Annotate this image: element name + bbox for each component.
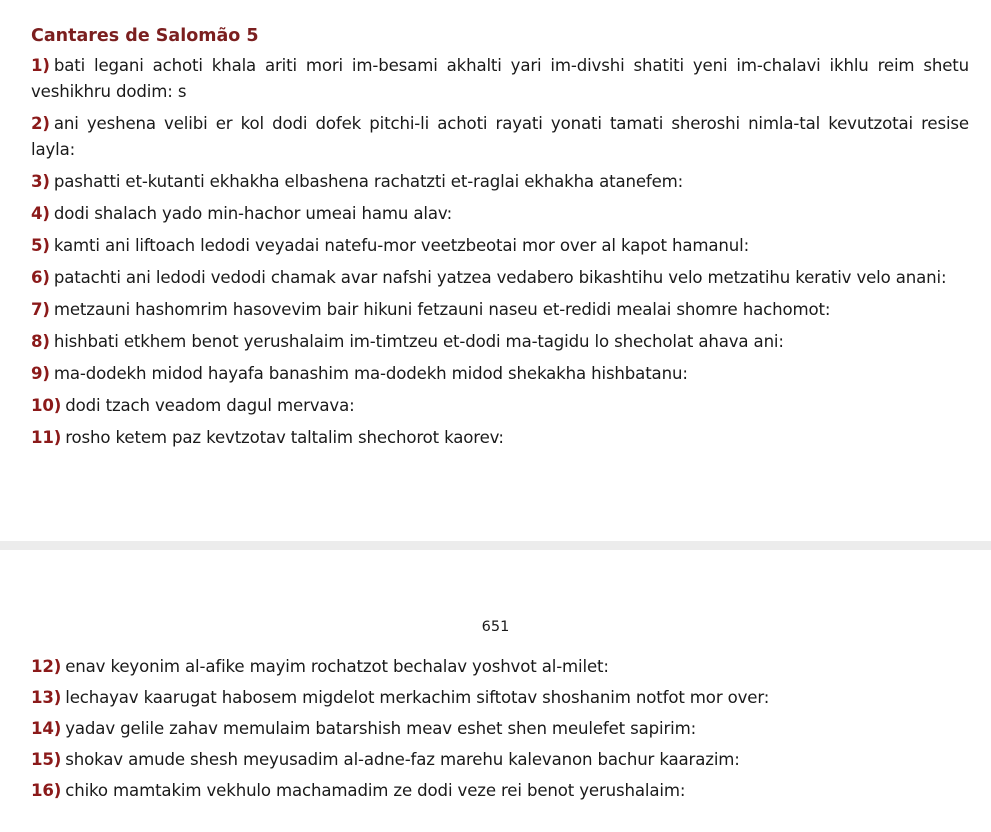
verse-number: 9): [31, 364, 50, 383]
verse-number: 1): [31, 56, 50, 75]
verse-number: 3): [31, 172, 50, 191]
verse-text: shokav amude shesh meyusadim al-adne-faz marehu kalevanon bachur kaarazim:: [65, 750, 740, 769]
verse-text: ani yeshena velibi er kol dodi dofek pitchi-li achoti rayati yonati tamati sheroshi nimla-tal kevutzotai resise layla:: [31, 114, 969, 159]
verse-number: 7): [31, 300, 50, 319]
verse-9: [31, 361, 969, 387]
verse-13: [31, 685, 969, 711]
verse-12: [31, 654, 969, 680]
verse-5: [31, 233, 969, 259]
verse-text: dodi shalach yado min-hachor umeai hamu alav:: [53, 204, 453, 223]
verse-text: yadav gelile zahav memulaim batarshish meav eshet shen meulefet sapirim:: [65, 719, 697, 738]
verse-number: 5): [31, 236, 50, 255]
verse-text: metzauni hashomrim hasovevim bair hikuni fetzauni naseu et-redidi mealai shomre hachomot:: [53, 300, 831, 319]
verse-text: lechayav kaarugat habosem migdelot merkachim siftotav shoshanim notfot mor over:: [65, 688, 770, 707]
verse-number: 14): [31, 719, 62, 738]
verse-number: 8): [31, 332, 50, 351]
verse-3: [31, 169, 969, 195]
verse-number: 2): [31, 114, 50, 133]
verse-text: ma-dodekh midod hayafa banashim ma-dodekh midod shekakha hishbatanu:: [53, 364, 688, 383]
page-bottom: [0, 550, 991, 832]
verse-number: 16): [31, 781, 62, 800]
verse-text: dodi tzach veadom dagul mervava:: [65, 396, 355, 415]
verse-11: [31, 425, 969, 451]
verse-7: [31, 297, 969, 323]
chapter-title: Cantares de Salomão 5: [31, 26, 259, 46]
verse-15: [31, 747, 969, 773]
verse-number: 15): [31, 750, 62, 769]
page-number: 651: [481, 619, 510, 635]
verse-16: [31, 778, 969, 804]
verse-text: pashatti et-kutanti ekhakha elbashena rachatzti et-raglai ekhakha atanefem:: [53, 172, 684, 191]
verse-list-page2: [31, 654, 969, 809]
verse-text: kamti ani liftoach ledodi veyadai natefu-mor veetzbeotai mor over al kapot hamanul:: [53, 236, 750, 255]
verse-8: [31, 329, 969, 355]
verse-number: 12): [31, 657, 62, 676]
verse-6: [31, 265, 969, 291]
verse-text: rosho ketem paz kevtzotav taltalim shechorot kaorev:: [65, 428, 504, 447]
verse-2: [31, 111, 969, 163]
verse-text: bati legani achoti khala ariti mori im-besami akhalti yari im-divshi shatiti yeni im-chalavi ikhlu reim shetu veshikhru dodim: s: [31, 56, 969, 101]
verse-text: chiko mamtakim vekhulo machamadim ze dodi veze rei benot yerushalaim:: [65, 781, 686, 800]
page-separator: [0, 541, 991, 550]
verse-number: 10): [31, 396, 62, 415]
verse-14: [31, 716, 969, 742]
verse-text: enav keyonim al-afike mayim rochatzot bechalav yoshvot al-milet:: [65, 657, 609, 676]
verse-10: [31, 393, 969, 419]
verse-number: 11): [31, 428, 62, 447]
verse-number: 4): [31, 204, 50, 223]
verse-4: [31, 201, 969, 227]
verse-text: patachti ani ledodi vedodi chamak avar nafshi yatzea vedabero bikashtihu velo metzatihu kerativ velo anani:: [53, 268, 947, 287]
verse-number: 6): [31, 268, 50, 287]
verse-text: hishbati etkhem benot yerushalaim im-timtzeu et-dodi ma-tagidu lo shecholat ahava ani:: [53, 332, 784, 351]
verse-1: [31, 53, 969, 105]
verse-number: 13): [31, 688, 62, 707]
